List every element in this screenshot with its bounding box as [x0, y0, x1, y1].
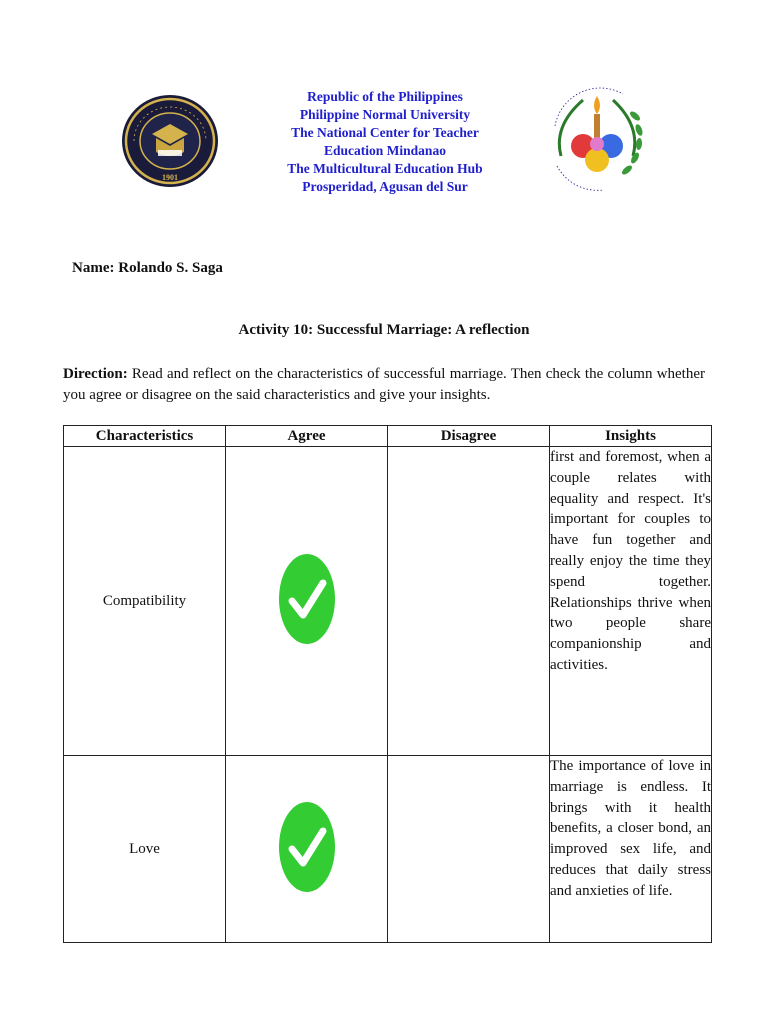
direction-paragraph [63, 364, 705, 406]
insight-cell: The importance of love in marriage is endless. It brings with it health benefits, a closer bond, an improved sex life, and reduces that daily stress and anxieties of life. [550, 756, 712, 943]
mindanao-campus-logo [543, 86, 651, 196]
table-row [64, 756, 712, 943]
header-insights: Insights [550, 426, 712, 447]
activity-title: Activity 10: Successful Marriage: A reflection [238, 322, 530, 338]
header-line: The National Center for Teacher [291, 125, 479, 140]
agree-cell[interactable] [226, 447, 388, 756]
agree-cell[interactable] [226, 756, 388, 943]
insight-cell: first and foremost, when a couple relates with equality and respect. It's important for couples to have fun together and really enjoy the time they spend together. Relationships thrive when two people share companionship and activities. [550, 447, 712, 756]
university-seal-logo [120, 94, 220, 189]
disagree-cell[interactable] [388, 447, 550, 756]
institution-header [255, 88, 515, 196]
characteristic-cell: Compatibility [64, 447, 226, 756]
header-agree: Agree [226, 426, 388, 447]
header-line: The Multicultural Education Hub [287, 161, 483, 176]
header-line: Republic of the Philippines [307, 89, 463, 104]
disagree-cell[interactable] [388, 756, 550, 943]
seal-year: 1901 [162, 173, 178, 182]
direction-text: Read and reflect on the characteristics of successful marriage. Then check the column whether you agree or disagree on the said characteristics and give your insights. [63, 366, 705, 403]
header-line: Philippine Normal University [299, 107, 471, 122]
header-disagree: Disagree [388, 426, 550, 447]
table-row [64, 447, 712, 756]
characteristic-cell: Love [64, 756, 226, 943]
direction-label: Direction: [63, 366, 128, 382]
table-header-row [64, 426, 712, 447]
characteristics-table [63, 425, 712, 943]
check-mark-icon [278, 553, 336, 645]
header-line: Education Mindanao [324, 143, 446, 158]
header-characteristics: Characteristics [64, 426, 226, 447]
check-mark-icon [278, 801, 336, 893]
university-seal-icon [120, 94, 220, 189]
header-line: Prosperidad, Agusan del Sur [302, 179, 468, 194]
mindanao-campus-logo-icon [543, 86, 651, 196]
student-name: Name: Rolando S. Saga [72, 260, 223, 276]
